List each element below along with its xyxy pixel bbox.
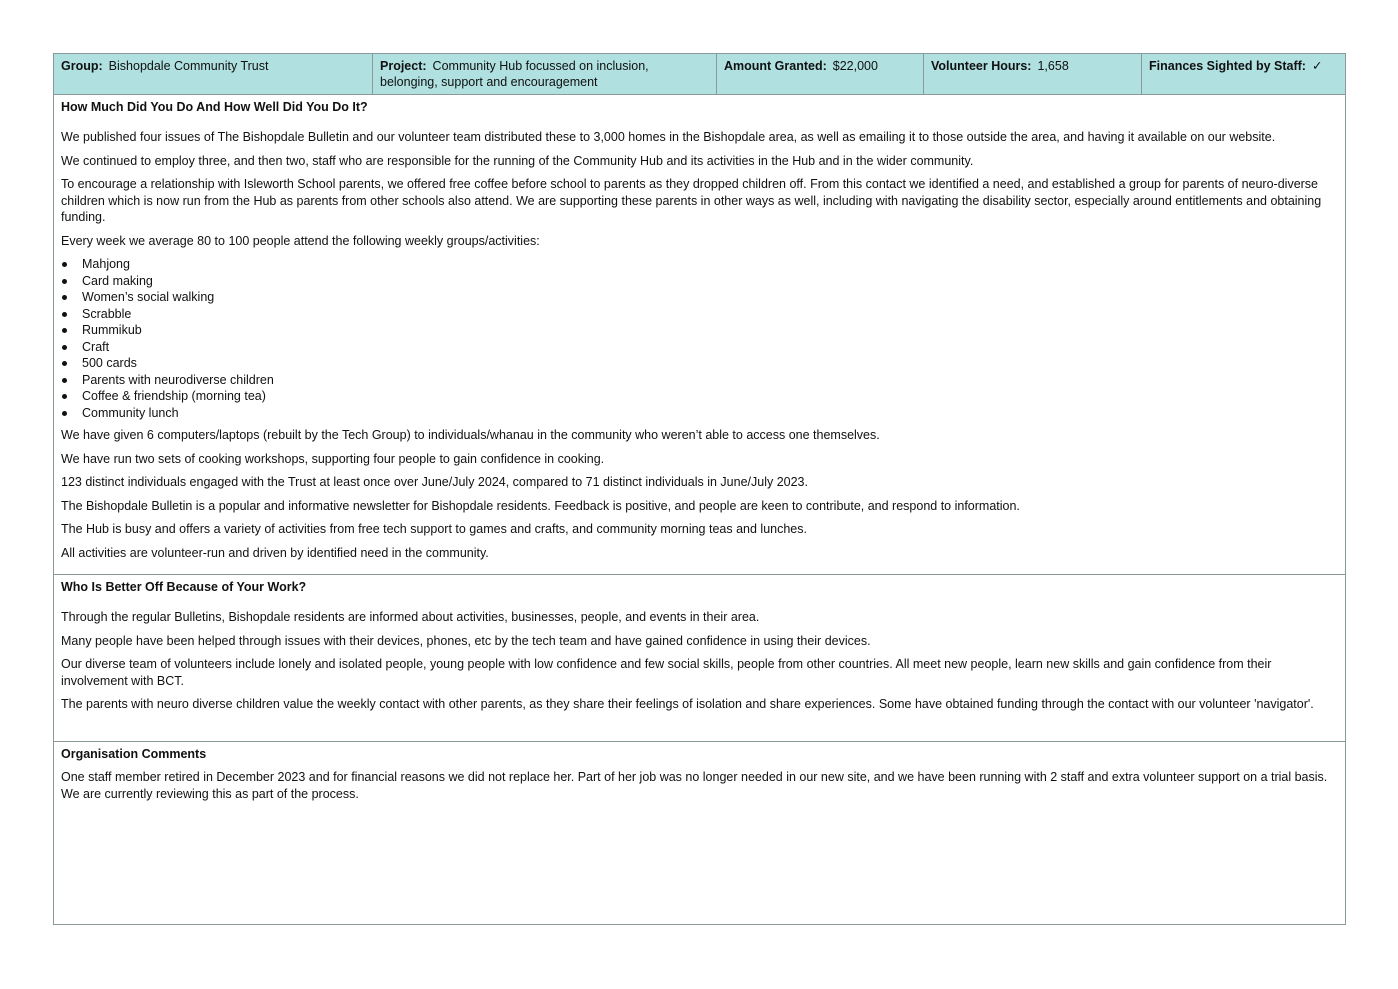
amount-value: $22,000 <box>832 59 878 73</box>
paragraph: Many people have been helped through issues with their devices, phones, etc by the tech team and have gained confidence in using their devices. <box>61 633 871 648</box>
paragraph: We have run two sets of cooking workshops, supporting four people to gain confidence in cooking. <box>61 451 605 466</box>
activities-list <box>61 256 1338 421</box>
finances-cell <box>1142 54 1345 94</box>
group-cell <box>54 54 373 94</box>
header-row <box>54 54 1345 95</box>
list-item: Coffee & friendship (morning tea) <box>61 388 1338 405</box>
section-title: Who Is Better Off Because of Your Work? <box>61 580 307 594</box>
section-who-better-off <box>54 575 1345 742</box>
paragraph: The Hub is busy and offers a variety of activities from free tech support to games and crafts, and community morning teas and lunches. <box>61 522 807 536</box>
project-value: Community Hub focussed on inclusion, belonging, support and encouragement <box>380 59 649 89</box>
paragraph: Our diverse team of volunteers include lonely and isolated people, young people with low confidence and few social skills, people from other countries. All meet new people, learn new skills and gain confidence from their involvement with BCT. <box>61 657 1272 688</box>
paragraph: One staff member retired in December 2023 and for financial reasons we did not replace her. Part of her job was no longer needed in our new site, and we have been running with 2 staff and extra volunteer support on a trial basis. We are currently reviewing this as part of the process. <box>61 770 1328 801</box>
paragraph: To encourage a relationship with Isleworth School parents, we offered free coffee before school to parents as they dropped children off. From this contact we identified a need, and established a group for parents of neuro-diverse children which is now run from the Hub as parents from other schools also attend. We are supporting these parents in other ways as well, including with navigating the disability sector, especially around entitlements and obtaining funding. <box>61 177 1322 224</box>
list-item: Scrabble <box>61 306 1338 323</box>
amount-label: Amount Granted: <box>724 59 827 73</box>
list-item: Rummikub <box>61 322 1338 339</box>
list-item: Parents with neurodiverse children <box>61 372 1338 389</box>
list-item: Mahjong <box>61 256 1338 273</box>
hours-value: 1,658 <box>1037 59 1069 73</box>
paragraph: All activities are volunteer-run and driven by identified need in the community. <box>61 545 489 560</box>
paragraph: The Bishopdale Bulletin is a popular and informative newsletter for Bishopdale residents. Feedback is positive, and people are keen to contribute, and respond to information. <box>61 498 1020 513</box>
amount-cell <box>717 54 924 94</box>
list-item: Women’s social walking <box>61 289 1338 306</box>
paragraph: 123 distinct individuals engaged with the Trust at least once over June/July 2024, compared to 71 distinct individuals in June/July 2023. <box>61 475 808 489</box>
group-value: Bishopdale Community Trust <box>108 59 269 73</box>
paragraph: We published four issues of The Bishopdale Bulletin and our volunteer team distributed these to 3,000 homes in the Bishopdale area, as well as emailing it to those outside the area, and having it available on our website. <box>61 130 1276 144</box>
hours-label: Volunteer Hours: <box>931 59 1032 73</box>
group-label: Group: <box>61 59 103 73</box>
list-item: Community lunch <box>61 405 1338 422</box>
list-item: 500 cards <box>61 355 1338 372</box>
list-item: Card making <box>61 273 1338 290</box>
finances-label: Finances Sighted by Staff: <box>1149 59 1306 73</box>
section-how-much <box>54 95 1345 575</box>
project-label: Project: <box>380 59 427 73</box>
paragraph: Every week we average 80 to 100 people attend the following weekly groups/activities: <box>61 233 540 248</box>
paragraph: We have given 6 computers/laptops (rebuilt by the Tech Group) to individuals/whanau in the community who weren’t able to access one themselves. <box>61 428 880 442</box>
report-table <box>53 53 1346 925</box>
check-icon: ✓ <box>1311 59 1323 73</box>
list-item: Craft <box>61 339 1338 356</box>
section-title: How Much Did You Do And How Well Did You Do It? <box>61 100 368 114</box>
paragraph: We continued to employ three, and then two, staff who are responsible for the running of the Community Hub and its activities in the Hub and in the wider community. <box>61 153 974 168</box>
paragraph: The parents with neuro diverse children value the weekly contact with other parents, as they share their feelings of isolation and share experiences. Some have obtained funding through the contact with our volunteer 'navigator'. <box>61 697 1314 711</box>
hours-cell <box>924 54 1142 94</box>
section-organisation-comments <box>54 742 1345 924</box>
project-cell <box>373 54 717 94</box>
section-title: Organisation Comments <box>61 747 207 761</box>
paragraph: Through the regular Bulletins, Bishopdale residents are informed about activities, businesses, people, and events in their area. <box>61 610 760 624</box>
